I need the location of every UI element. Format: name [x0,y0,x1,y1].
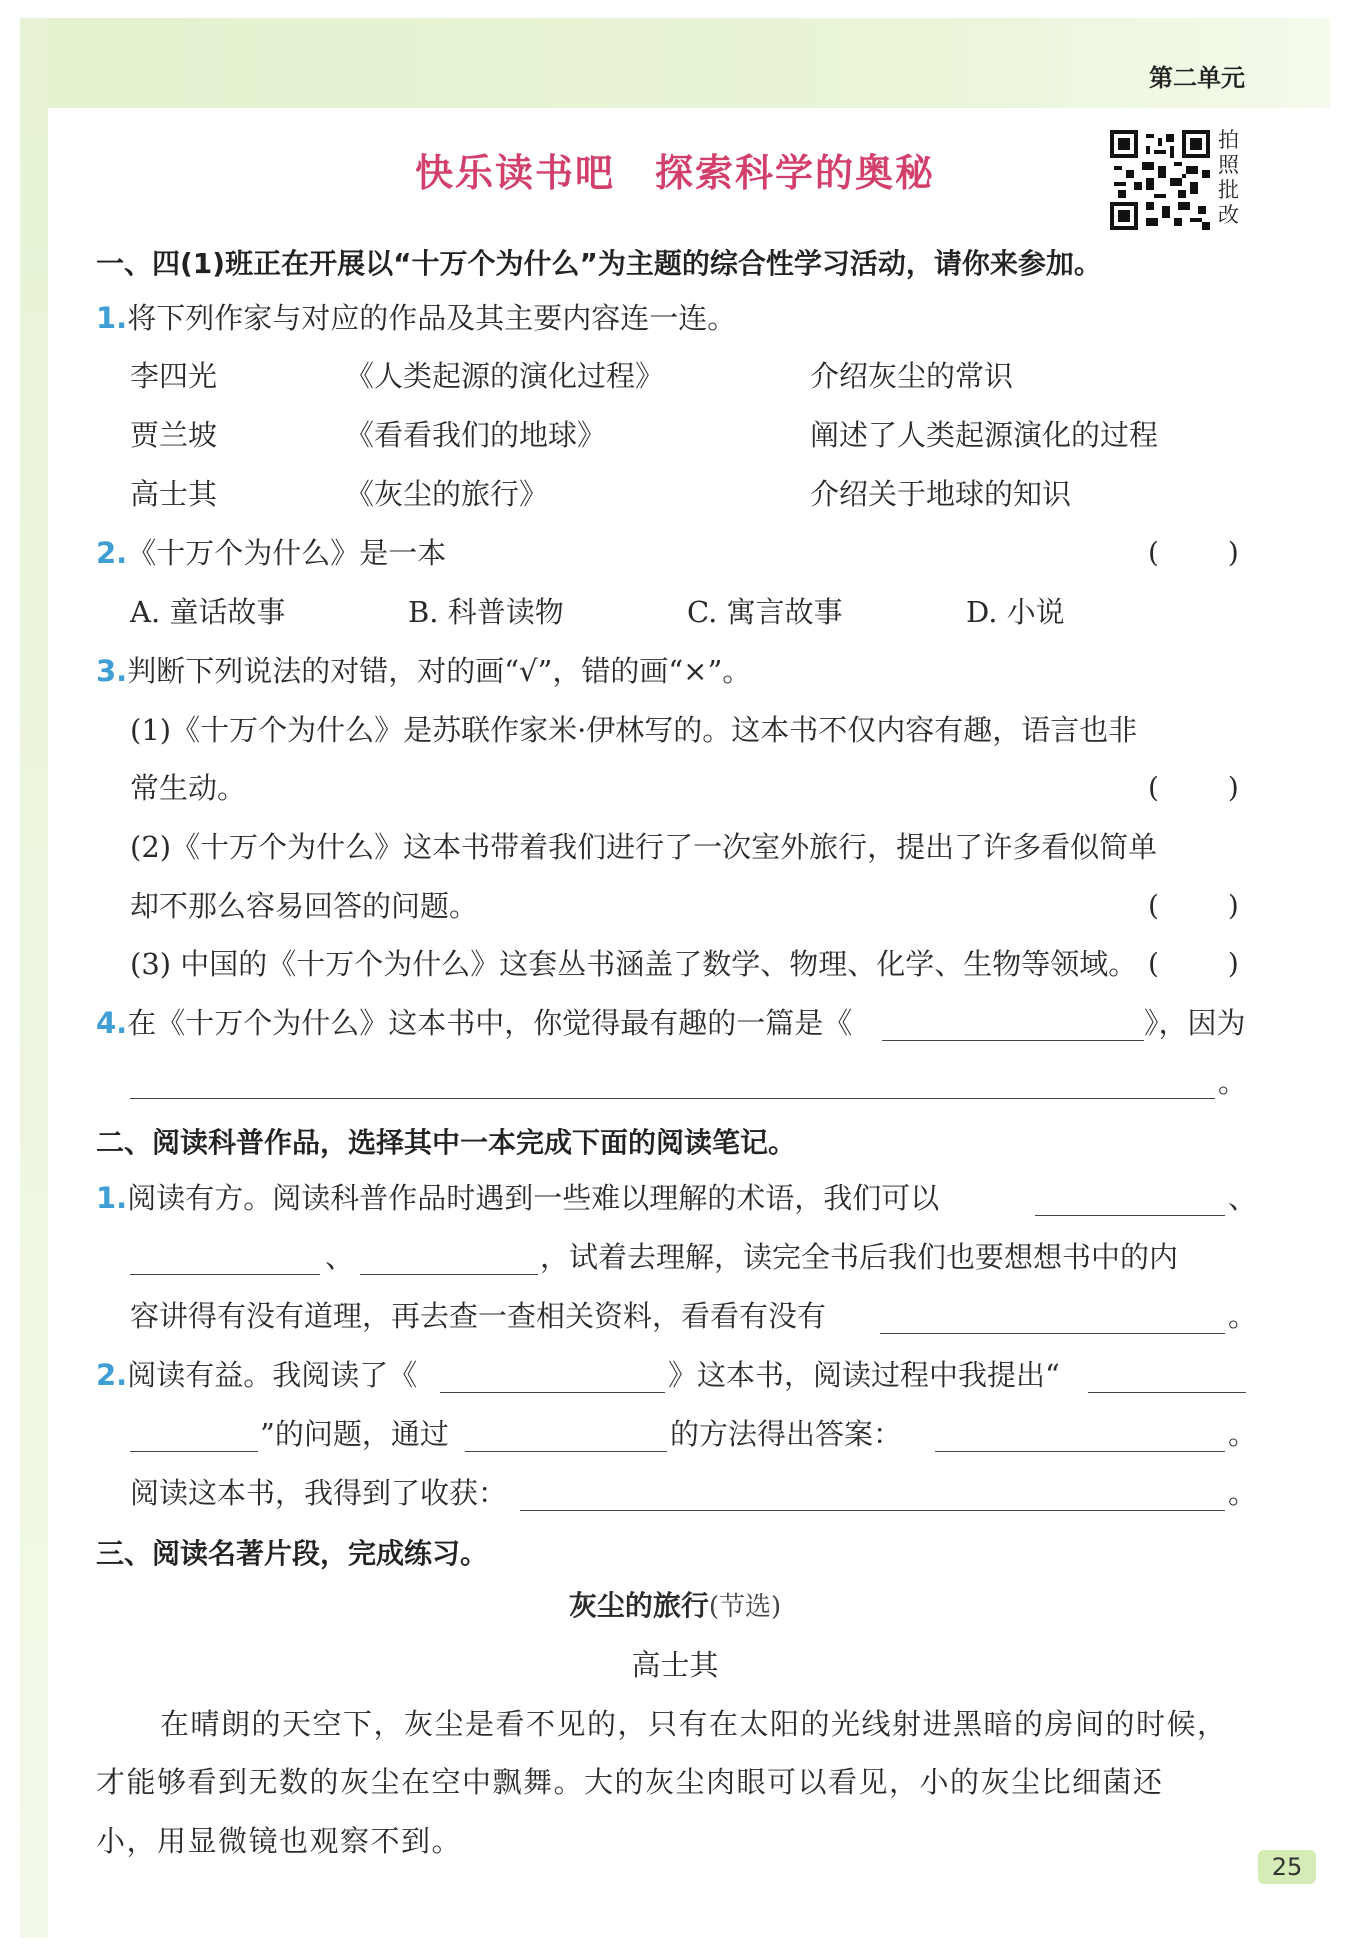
content-1[interactable]: 介绍灰尘的常识 [810,359,1014,393]
s2-q2-line2b: 的方法得出答案： [670,1417,903,1451]
s2-q1-blank-2[interactable] [130,1274,320,1275]
s2-q2-method-blank[interactable] [465,1451,667,1452]
article-author: 高士其 [631,1648,719,1682]
q3-s1-line2: 常生动。 [130,771,247,805]
q4-prompt-b: 》，因为 [1144,1006,1246,1040]
qr-label: 拍照批改 [1218,128,1239,227]
article-para-line2: 才能够看到无数的灰尘在空中飘舞。大的灰尘肉眼可以看见，小的灰尘比细菌还 [96,1765,1164,1799]
q2-option-a: A. 童话故事 [130,595,286,629]
q2-number: 2. [96,536,128,570]
q3-text [96,651,751,691]
author-3[interactable]: 高士其 [130,477,218,511]
q4-end: 。 [1218,1065,1248,1099]
section2-heading: 二、阅读科普作品，选择其中一本完成下面的阅读笔记。 [96,1126,797,1159]
section3-heading: 三、阅读名著片段，完成练习。 [96,1537,489,1570]
s2-q2-gain-blank[interactable] [520,1510,1225,1511]
s2-q1-blank-3[interactable] [360,1274,538,1275]
page-title: 快乐读书吧 探索科学的奥秘 [414,151,935,195]
s2-q2-line2a: ”的问题，通过 [260,1417,449,1451]
q2-text [96,533,446,573]
article-note: (节选) [708,1592,782,1622]
page-number: 25 [1258,1850,1316,1884]
s2-q1-line2: ，试着去理解，读完全书后我们也要想想书中的内 [540,1240,1179,1274]
s2-q1-blank-4[interactable] [880,1333,1225,1334]
s2-q1-prompt: 阅读有方。阅读科普作品时遇到一些难以理解的术语，我们可以 [127,1181,940,1215]
s2-q2-end-1: 。 [1228,1417,1258,1451]
q1-text [96,298,736,338]
q4-prompt-a: 在《十万个为什么》这本书中，你觉得最有趣的一篇是《 [127,1006,853,1040]
s2-q2-book-blank[interactable] [440,1392,665,1393]
q4-title-blank[interactable] [882,1040,1144,1041]
s2-q1-line1 [96,1178,939,1218]
q3-prompt: 判断下列说法的对错，对的画“√”，错的画“×”。 [127,654,752,688]
s2-q1-number: 1. [96,1181,128,1215]
author-1[interactable]: 李四光 [130,359,218,393]
q2-option-c: C. 寓言故事 [687,595,843,629]
q4-number: 4. [96,1006,128,1040]
content-3[interactable]: 介绍关于地球的知识 [810,477,1072,511]
q4-text [96,1003,852,1043]
s2-q1-line3: 容讲得有没有道理，再去查一查相关资料，看看有没有 [130,1299,827,1333]
article-para-line1: 在晴朗的天空下，灰尘是看不见的，只有在太阳的光线射进黑暗的房间的时候， [160,1707,1228,1741]
q3-s1-answer-paren[interactable]: ( ) [1148,771,1269,804]
q1-prompt: 将下列作家与对应的作品及其主要内容连一连。 [127,301,737,335]
s2-q2-line1a [96,1355,417,1395]
s2-q2-question-blank-2[interactable] [130,1451,258,1452]
s2-q1-blank-1[interactable] [1035,1215,1225,1216]
unit-label: 第二单元 [1149,64,1245,92]
s2-q2-prompt-a: 阅读有益。我阅读了《 [127,1358,418,1392]
q3-s2-answer-paren[interactable]: ( ) [1148,889,1269,922]
header-band [20,18,1330,108]
s2-q2-question-blank-1[interactable] [1088,1392,1246,1393]
s2-q1-sep-2: 、 [325,1240,355,1274]
q2-prompt: 《十万个为什么》是一本 [127,536,447,570]
q1-number: 1. [96,301,128,335]
q3-number: 3. [96,654,128,688]
q2-option-d: D. 小说 [966,595,1065,629]
work-2[interactable]: 《看看我们的地球》 [345,418,607,452]
q3-s3-answer-paren[interactable]: ( ) [1148,947,1269,980]
q4-reason-blank[interactable] [130,1098,1215,1099]
author-2[interactable]: 贾兰坡 [130,418,218,452]
s2-q1-sep-1: 、 [1228,1181,1258,1215]
s2-q2-number: 2. [96,1358,128,1392]
content-2[interactable]: 阐述了人类起源演化的过程 [810,418,1159,452]
s2-q2-end-2: 。 [1228,1476,1258,1510]
article-title: 灰尘的旅行 [568,1589,709,1622]
work-1[interactable]: 《人类起源的演化过程》 [345,359,665,393]
q2-option-b: B. 科普读物 [408,595,564,629]
s2-q2-answer-blank[interactable] [935,1451,1225,1452]
article-para-line3: 小，用显微镜也观察不到。 [96,1824,463,1858]
q3-s1-line1: (1)《十万个为什么》是苏联作家米·伊林写的。这本书不仅内容有趣，语言也非 [130,713,1138,747]
s2-q2-line3: 阅读这本书，我得到了收获： [130,1476,508,1510]
q3-s2-line1: (2)《十万个为什么》这本书带着我们进行了一次室外旅行，提出了许多看似简单 [130,830,1158,864]
section1-heading: 一、四(1)班正在开展以“十万个为什么”为主题的综合性学习活动，请你来参加。 [96,247,1102,280]
q3-s3: (3) 中国的《十万个为什么》这套丛书涵盖了数学、物理、化学、生物等领域。 [130,947,1138,981]
q3-s2-line2: 却不那么容易回答的问题。 [130,889,479,923]
q2-answer-paren[interactable]: ( ) [1148,536,1269,569]
s2-q1-end: 。 [1228,1299,1258,1333]
article-title-row [0,1586,1350,1627]
s2-q2-prompt-b: 》这本书，阅读过程中我提出“ [668,1358,1060,1392]
qr-code-icon[interactable] [1110,130,1210,230]
work-3[interactable]: 《灰尘的旅行》 [345,477,549,511]
